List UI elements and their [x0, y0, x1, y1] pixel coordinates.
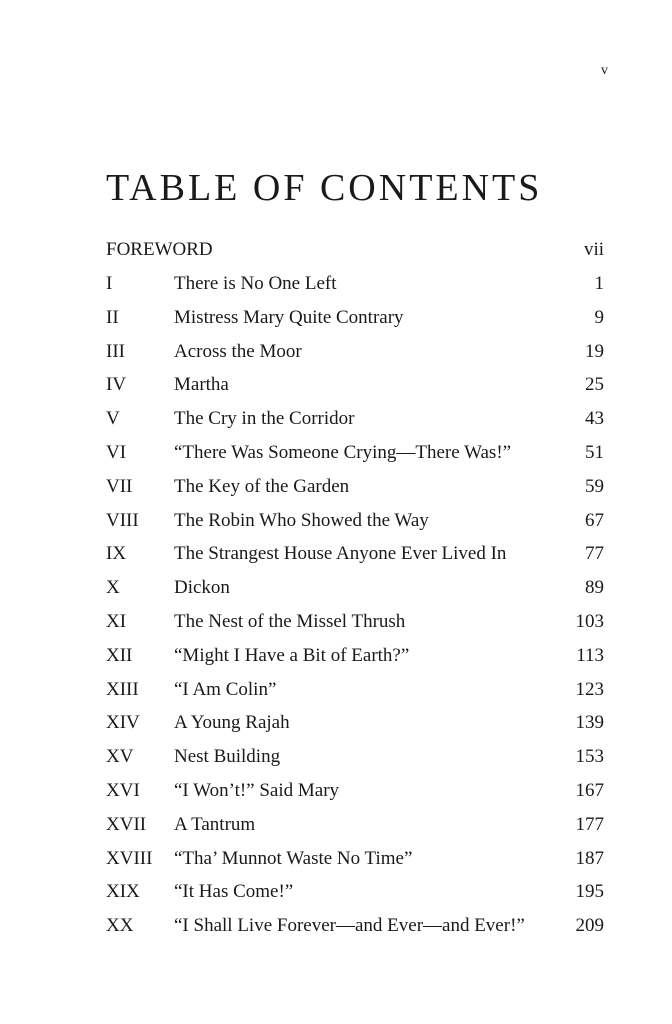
chapter-title: Across the Moor — [174, 340, 302, 362]
chapter-title: The Cry in the Corridor — [174, 408, 355, 430]
chapter-page-number: 209 — [575, 915, 604, 937]
chapter-page-number: 25 — [585, 374, 604, 396]
chapter-list — [106, 270, 604, 946]
chapter-title: “Might I Have a Bit of Earth?” — [174, 644, 410, 666]
chapter-page-number: 9 — [594, 306, 604, 328]
chapter-number: I — [106, 273, 113, 294]
chapter-title: Nest Building — [174, 746, 281, 768]
chapter-number: XIX — [106, 881, 140, 903]
chapter-entry[interactable] — [106, 338, 604, 372]
chapter-number: VI — [106, 441, 127, 463]
chapter-page-number: 139 — [575, 712, 604, 734]
chapter-entry[interactable] — [106, 371, 604, 405]
chapter-title: “It Has Come!” — [174, 881, 294, 903]
chapter-entry[interactable] — [106, 878, 604, 912]
chapter-entry[interactable] — [106, 743, 604, 777]
chapter-entry[interactable] — [106, 777, 604, 811]
chapter-number: XVIII — [106, 847, 153, 869]
chapter-title: “Tha’ Munnot Waste No Time” — [174, 847, 413, 869]
foreword-page: vii — [583, 239, 604, 260]
chapter-page-number: 153 — [575, 746, 604, 768]
chapter-title: The Robin Who Showed the Way — [174, 509, 429, 531]
chapter-number: XIV — [106, 712, 140, 734]
chapter-number: IV — [106, 374, 127, 396]
chapter-number: XV — [106, 746, 134, 768]
chapter-entry[interactable] — [106, 304, 604, 338]
chapter-number: XVI — [106, 779, 140, 801]
chapter-number: X — [106, 577, 120, 599]
chapter-entry[interactable] — [106, 574, 604, 608]
chapter-entry[interactable] — [106, 642, 604, 676]
chapter-number: IX — [106, 543, 127, 565]
chapter-page-number: 123 — [575, 678, 604, 700]
chapter-number: XX — [106, 915, 134, 937]
chapter-title: “I Am Colin” — [174, 678, 277, 700]
chapter-number: XVII — [106, 813, 147, 835]
chapter-number: III — [106, 340, 125, 362]
page-title: TABLE OF CONTENTS — [106, 167, 543, 209]
foreword-title: FOREWORD — [106, 239, 213, 260]
chapter-title: “I Shall Live Forever—and Ever—and Ever!” — [174, 915, 525, 937]
chapter-page-number: 113 — [576, 644, 604, 666]
chapter-page-number: 103 — [575, 610, 604, 632]
chapter-title: “There Was Someone Crying—There Was!” — [174, 441, 512, 463]
chapter-number: XI — [106, 610, 127, 632]
chapter-entry[interactable] — [106, 439, 604, 473]
chapter-page-number: 89 — [585, 577, 604, 599]
chapter-entry[interactable] — [106, 676, 604, 710]
chapter-title: A Young Rajah — [174, 712, 290, 734]
chapter-entry[interactable] — [106, 845, 604, 879]
chapter-number: XIII — [106, 678, 139, 700]
chapter-title: The Key of the Garden — [174, 475, 350, 497]
chapter-title: Martha — [174, 374, 229, 396]
chapter-page-number: 177 — [575, 813, 604, 835]
chapter-entry[interactable] — [106, 507, 604, 541]
chapter-entry[interactable] — [106, 709, 604, 743]
chapter-entry[interactable] — [106, 608, 604, 642]
chapter-page-number: 43 — [585, 408, 604, 430]
chapter-number: VII — [106, 475, 133, 497]
chapter-page-number: 67 — [585, 509, 604, 531]
chapter-page-number: 187 — [575, 847, 604, 869]
chapter-number: V — [106, 408, 120, 430]
chapter-page-number: 195 — [575, 881, 604, 903]
chapter-number: XII — [106, 644, 133, 666]
page-number: v — [601, 63, 608, 78]
chapter-entry[interactable] — [106, 270, 604, 304]
chapter-entry[interactable] — [106, 912, 604, 946]
chapter-page-number: 59 — [585, 475, 604, 497]
chapter-entry[interactable] — [106, 540, 604, 574]
chapter-entry[interactable] — [106, 811, 604, 845]
foreword-entry[interactable] — [106, 236, 604, 264]
chapter-page-number: 167 — [575, 779, 604, 801]
chapter-page-number: 1 — [594, 273, 604, 294]
chapter-title: The Strangest House Anyone Ever Lived In — [174, 543, 507, 565]
chapter-number: VIII — [106, 509, 139, 531]
chapter-title: The Nest of the Missel Thrush — [174, 610, 406, 632]
chapter-entry[interactable] — [106, 405, 604, 439]
chapter-page-number: 19 — [585, 340, 604, 362]
chapter-title: A Tantrum — [174, 813, 256, 835]
chapter-title: “I Won’t!” Said Mary — [174, 779, 340, 801]
chapter-entry[interactable] — [106, 473, 604, 507]
chapter-title: Mistress Mary Quite Contrary — [174, 306, 404, 328]
chapter-page-number: 51 — [585, 441, 604, 463]
chapter-page-number: 77 — [585, 543, 604, 565]
chapter-number: II — [106, 306, 119, 328]
chapter-title: Dickon — [174, 577, 230, 599]
chapter-title: There is No One Left — [174, 273, 337, 294]
